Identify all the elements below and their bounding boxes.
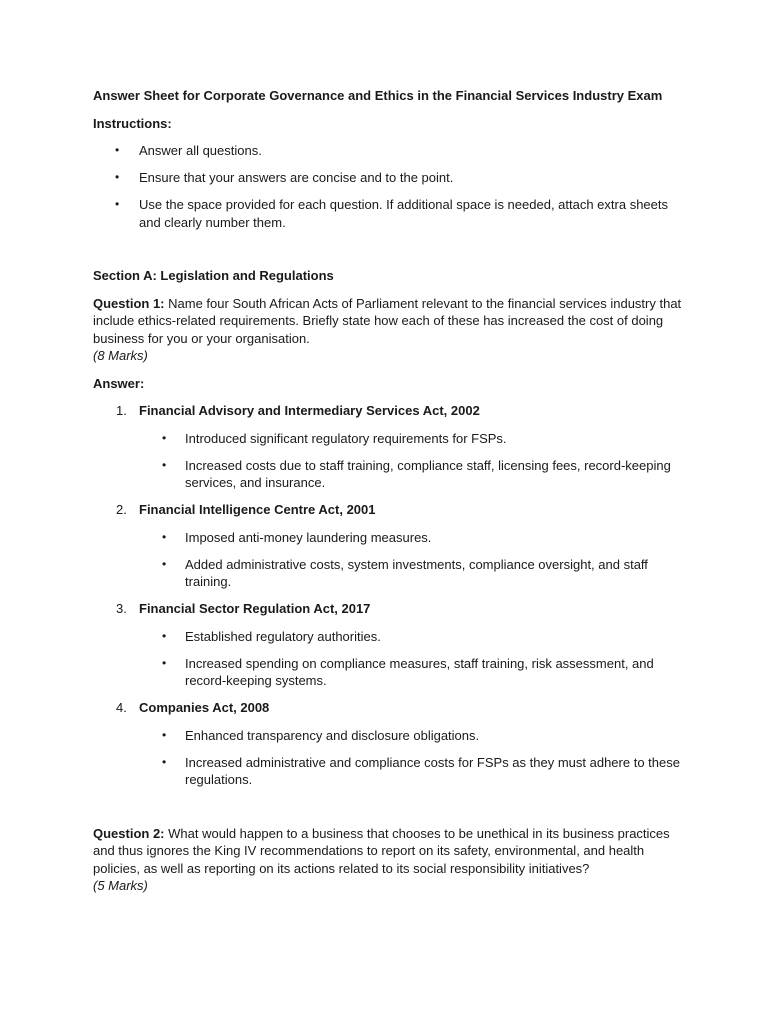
act-heading <box>93 402 683 420</box>
acts-list <box>93 402 683 789</box>
answer-label: Answer: <box>93 375 145 391</box>
act-points <box>93 727 683 789</box>
act-heading <box>93 600 683 618</box>
instruction-item: • Ensure that your answers are concise and to the point. <box>93 169 683 187</box>
question-1 <box>93 295 683 365</box>
instructions-label: Instructions: <box>93 115 172 131</box>
act-point: • Increased spending on compliance measures, staff training, risk assessment, and record-keeping systems. <box>93 655 683 690</box>
act-item <box>93 501 683 591</box>
act-title: Financial Advisory and Intermediary Services Act, 2002 <box>139 403 480 418</box>
act-points <box>93 529 683 591</box>
instruction-item: • Use the space provided for each question. If additional space is needed, attach extra sheets and clearly number them. <box>93 196 683 231</box>
act-point: • Increased administrative and compliance costs for FSPs as they must adhere to these regulations. <box>93 754 683 789</box>
act-title: Financial Sector Regulation Act, 2017 <box>139 601 371 616</box>
act-number: 1. <box>116 403 127 418</box>
document-content <box>93 87 683 905</box>
act-heading <box>93 699 683 717</box>
act-point: • Increased costs due to staff training, compliance staff, licensing fees, record-keeping services, and insurance. <box>93 457 683 492</box>
act-item <box>93 600 683 690</box>
question-2 <box>93 825 683 895</box>
act-point: • Established regulatory authorities. <box>93 628 683 646</box>
act-item <box>93 699 683 789</box>
act-item <box>93 402 683 492</box>
act-number: 3. <box>116 601 127 616</box>
question-1-label: Question 1: <box>93 295 165 311</box>
instruction-item: • Answer all questions. <box>93 142 683 160</box>
act-title: Financial Intelligence Centre Act, 2001 <box>139 502 376 517</box>
question-1-marks: (8 Marks) <box>93 348 148 363</box>
act-point: • Imposed anti-money laundering measures. <box>93 529 683 547</box>
act-heading <box>93 501 683 519</box>
question-1-text: Name four South African Acts of Parliament relevant to the financial services industry that include ethics-related requirements. Briefly state how each of these has increased the cost of doing business for you or your organisation. <box>93 295 682 346</box>
instructions-list <box>93 142 683 231</box>
document-title: Answer Sheet for Corporate Governance and Ethics in the Financial Services Industry Exam <box>93 88 663 103</box>
act-point: • Introduced significant regulatory requirements for FSPs. <box>93 430 683 448</box>
question-2-label: Question 2: <box>93 825 165 841</box>
act-number: 4. <box>116 700 127 715</box>
act-number: 2. <box>116 502 127 517</box>
act-points <box>93 430 683 492</box>
act-point: • Enhanced transparency and disclosure obligations. <box>93 727 683 745</box>
section-a-heading: Section A: Legislation and Regulations <box>93 268 334 283</box>
question-2-marks: (5 Marks) <box>93 878 148 893</box>
question-2-text: What would happen to a business that chooses to be unethical in its business practices and thus ignores the King IV recommendations to report on its safety, environmental, and health policies, as well as reporting on its actions related to its social responsibility initiatives? <box>93 825 670 876</box>
act-points <box>93 628 683 690</box>
act-point: • Added administrative costs, system investments, compliance oversight, and staff training. <box>93 556 683 591</box>
act-title: Companies Act, 2008 <box>139 700 270 715</box>
